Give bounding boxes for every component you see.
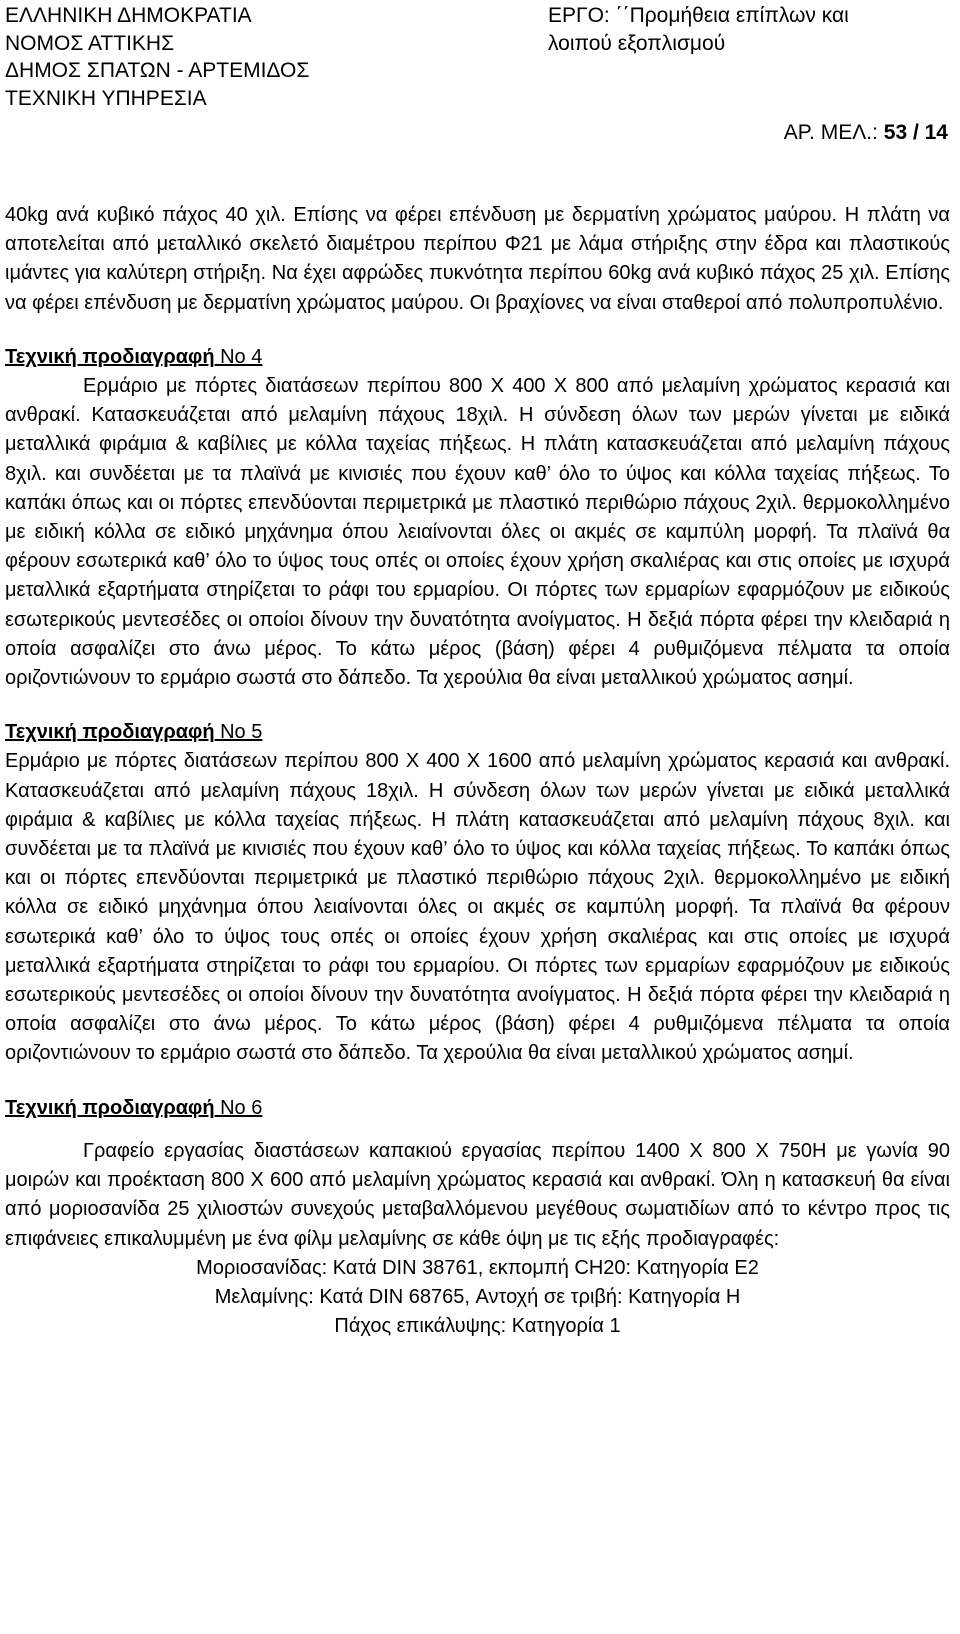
spec-5-heading-number: Νο 5	[214, 721, 263, 744]
study-number	[784, 119, 948, 147]
study-number-label: ΑΡ. ΜΕΛ.:	[783, 121, 884, 144]
spec-4-heading-label: Τεχνική προδιαγραφή	[5, 345, 215, 368]
spec-6-heading-number: Νο 6	[214, 1096, 263, 1119]
header-line-republic: ΕΛΛΗΝΙΚΗ ΔΗΜΟΚΡΑΤΙΑ	[5, 4, 252, 27]
spec-5-paragraph: Ερμάριο με πόρτες διατάσεων περίπου 800 Χ 400 Χ 1600 από μελαμίνη χρώματος κερασιά και ανθρακί. Κατασκευάζεται από μελαμίνη πάχους 18χιλ. Η σύνδεση όλων των μερών γίνεται με ειδικά μεταλλικά φιράμια & καβίλιες με κόλλα ταχείας πήξεως. Η πλάτη κατασκευάζεται από μελαμίνη πάχους 8χιλ. και συνδέεται με τα πλαϊνά με κινισιές που έχουν καθ’ όλο το ύψος και κόλλα ταχείας πήξεως. Το καπάκι όπως και οι πόρτες επενδύονται περιμετρικά με πλαστικό περιθώριο πάχους 2χιλ. θερμοκολλημένο με ειδική κόλλα σε ειδικό μηχάνημα όπου λειαίνονται όλες οι ακμές σε καμπύλη μορφή. Τα πλαϊνά θα φέρουν εσωτερικά καθ’ όλο το ύψος τους οπές οι οποίες έχουν χρήση σκαλιέρας και στις οποίες με ισχυρά μεταλλικά εξαρτήματα στηρίζεται το ράφι του ερμαρίου. Οι πόρτες των ερμαρίων εφαρμόζουν με ειδικούς εσωτερικούς μεντεσέδες οι οποίοι δίνουν την δυνατότητα ανοίγματος. Η δεξιά πόρτα φέρει την κλειδαριά η οποία ασφαλίζει στο άνω μέρος. Το κάτω μέρος (βάση) φέρει 4 ρυθμιζόμενα πέλματα τα οποία οριζοντιώνουν το ερμάριο σωστά στο δάπεδο. Τα χερούλια θα είναι μεταλλικού χρώματος ασημί.	[5, 750, 950, 1065]
header-line-municipality: ΔΗΜΟΣ ΣΠΑΤΩΝ - ΑΡΤΕΜΙΔΟΣ	[5, 59, 310, 82]
spec-6-list-item: Μοριοσανίδας: Κατά DIN 38761, εκπομπή CH20: Κατηγορία Ε2	[196, 1256, 759, 1279]
document-body	[5, 201, 950, 1341]
header-project-block	[548, 2, 849, 57]
header-authority-block	[5, 2, 309, 112]
spec-5-heading	[5, 718, 950, 747]
study-number-value: 53 / 14	[883, 121, 948, 144]
spec-5-heading-label: Τεχνική προδιαγραφή	[5, 721, 215, 744]
spec-6-list-item: Μελαμίνης: Κατά DIN 68765, Αντοχή σε τριβή: Κατηγορία Η	[214, 1285, 741, 1308]
spec-6-paragraph: Γραφείο εργασίας διαστάσεων καπακιού εργασίας περίπου 1400 Χ 800 Χ 750Η με γωνία 90 μοιρών και προέκταση 800 Χ 600 από μελαμίνη χρώματος κερασιά και ανθρακί. Όλη η κατασκευή θα είναι από μοριοσανίδα 25 χιλιοστών συνεχούς μεταβαλλόμενου μεγέθους σωματιδίων από το κέντρο προς τις επιφάνειες επικαλυμμένη με ένα φίλμ μελαμίνης σε κάθε όψη με τις εξής προδιαγραφές:	[5, 1139, 950, 1250]
header-line-department: ΤΕΧΝΙΚΗ ΥΠΗΡΕΣΙΑ	[5, 86, 207, 110]
project-title-line-2: λοιπού εξοπλισμού	[548, 31, 726, 55]
spec-6-heading	[5, 1094, 950, 1123]
header-line-prefecture: ΝΟΜΟΣ ΑΤΤΙΚΗΣ	[5, 31, 175, 55]
spec-4-paragraph: Ερμάριο με πόρτες διατάσεων περίπου 800 Χ 400 Χ 800 από μελαμίνη χρώματος κερασιά και ανθρακί. Κατασκευάζεται από μελαμίνη πάχους 18χιλ. Η σύνδεση όλων των μερών γίνεται με ειδικά μεταλλικά φιράμια & καβίλιες με κόλλα ταχείας πήξεως. Η πλάτη κατασκευάζεται από μελαμίνη πάχους 8χιλ. και συνδέεται με τα πλαϊνά με κινισιές που έχουν καθ’ όλο το ύψος και κόλλα ταχείας πήξεως. Το καπάκι όπως και οι πόρτες επενδύονται περιμετρικά με πλαστικό περιθώριο πάχους 2χιλ. θερμοκολλημένο με ειδική κόλλα σε ειδικό μηχάνημα όπου λειαίνονται όλες οι ακμές σε καμπύλη μορφή. Τα πλαϊνά θα φέρουν εσωτερικά καθ’ όλο το ύψος τους οπές οι οποίες έχουν χρήση σκαλιέρας και στις οποίες με ισχυρά μεταλλικά εξαρτήματα στηρίζεται το ράφι του ερμαρίου. Οι πόρτες των ερμαρίων εφαρμόζουν με ειδικούς εσωτερικούς μεντεσέδες οι οποίοι δίνουν την δυνατότητα ανοίγματος. Η δεξιά πόρτα φέρει την κλειδαριά η οποία ασφαλίζει στο άνω μέρος. Το κάτω μέρος (βάση) φέρει 4 ρυθμιζόμενα πέλματα τα οποία οριζοντιώνουν το ερμάριο σωστά στο δάπεδο. Τα χερούλια θα είναι μεταλλικού χρώματος ασημί.	[5, 375, 950, 690]
project-title-line-1: ΕΡΓΟ: ΄΄Προμήθεια επίπλων και	[548, 4, 849, 27]
spec-4-heading-number: Νο 4	[214, 345, 263, 368]
intro-paragraph: 40kg ανά κυβικό πάχος 40 χιλ. Επίσης να φέρει επένδυση με δερματίνη χρώματος μαύρου. Η πλάτη να αποτελείται από μεταλλικό σκελετό διαμέτρου περίπου Φ21 με λάμα στήριξης στην έδρα και πλαστικούς ιμάντες για καλύτερη στήριξη. Να έχει αφρώδες πυκνότητα περίπου 60kg ανά κυβικό πάχος 25 χιλ. Επίσης να φέρει επένδυση με δερματίνη χρώματος μαύρου. Οι βραχίονες να είναι σταθεροί από πολυπροπυλένιο.	[5, 204, 950, 314]
spec-6-heading-label: Τεχνική προδιαγραφή	[5, 1096, 215, 1119]
spec-4-heading	[5, 343, 950, 372]
spec-6-list-item: Πάχος επικάλυψης: Κατηγορία 1	[334, 1315, 621, 1338]
